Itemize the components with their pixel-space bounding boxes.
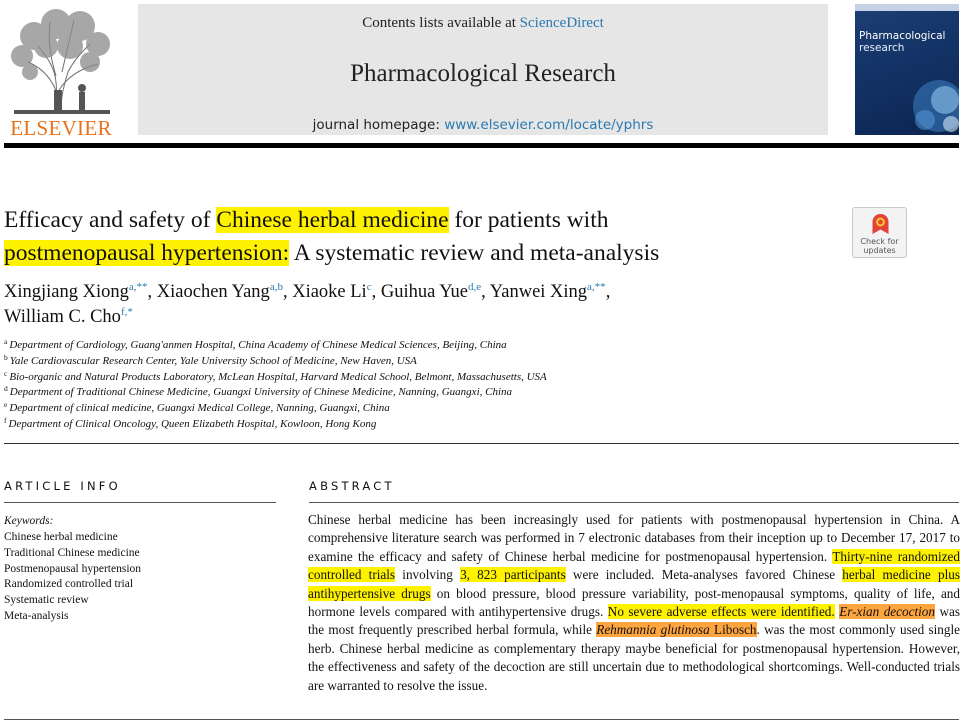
keyword-item: Meta-analysis — [4, 609, 69, 622]
affiliation-key: b — [4, 352, 8, 362]
author-list — [4, 280, 904, 330]
author-name[interactable]: Xingjiang Xiong — [4, 282, 129, 302]
herb-author: Libosch — [709, 622, 757, 638]
affiliation-item — [4, 354, 904, 370]
title-part2: for patients with — [448, 207, 609, 233]
check-for-updates-button[interactable] — [852, 207, 907, 258]
contents-prefix: Contents lists available at — [362, 15, 520, 31]
title-highlight2: postmenopausal hypertension: — [4, 240, 290, 266]
affiliation-text: Department of Traditional Chinese Medicine, Guangxi University of Chinese Medicine, Nanning, Guangxi, China — [9, 386, 513, 399]
keywords-list — [4, 530, 141, 625]
journal-title: Pharmacological Research — [350, 60, 616, 87]
sciencedirect-link[interactable]: ScienceDirect — [519, 15, 604, 31]
abstract-segment: were included. Meta-analyses favored Chinese — [565, 567, 843, 583]
abstract-segment: involving — [395, 567, 461, 583]
cover-title — [859, 31, 945, 54]
title-highlight1: Chinese herbal medicine — [216, 207, 449, 233]
publisher-wordmark: ELSEVIER — [10, 116, 112, 140]
journal-masthead — [138, 4, 828, 135]
author-affiliation-mark[interactable]: f,* — [120, 306, 133, 318]
affiliation-text: Department of clinical medicine, Guangxi Medical College, Nanning, Guangxi, China — [9, 402, 390, 415]
bottom-divider — [4, 719, 959, 720]
keyword-item: Randomized controlled trial — [4, 578, 134, 591]
affiliation-text: Yale Cardiovascular Research Center, Yale University School of Medicine, New Haven, USA — [9, 354, 417, 367]
homepage-prefix: journal homepage: — [312, 117, 445, 133]
cover-title-line2: research — [859, 41, 905, 54]
contents-line — [138, 15, 828, 32]
article-info-rule — [4, 502, 276, 503]
affiliation-item — [4, 401, 904, 417]
abstract-segment: on blood pressure, blood pressure variability, post-menopausal symptoms, quality of life, and hormone levels compared with antihypertensive drugs. — [308, 585, 960, 620]
author-name[interactable]: Xiaoke Li — [292, 282, 367, 302]
abstract-segment: . was the most commonly used single herb. Chinese herbal medicine as complementary therapy maybe beneficial for postmenopausal hypertension. However, the effectiveness and safety of the decoction are still uncertain due to methodological shortcomings. Well-conducted trials are warranted to resolve the issue. — [308, 622, 960, 693]
affiliation-text: Department of Cardiology, Guang'anmen Hospital, China Academy of Chinese Medical Sciences, Beijing, China — [9, 339, 507, 351]
cover-title-line1: Pharmacological — [859, 30, 946, 42]
abstract-text — [308, 511, 960, 695]
author-separator: , — [605, 282, 611, 302]
affiliation-key: a — [4, 337, 8, 346]
herb-name-italic: Rehmannia glutinosa — [596, 622, 710, 638]
bookmark-ribbon-icon — [871, 213, 890, 235]
author-separator: , — [481, 282, 490, 302]
affiliation-key: c — [4, 368, 8, 378]
abstract-heading: ABSTRACT — [309, 479, 395, 493]
check-updates-line2: updates — [863, 246, 896, 255]
section-divider — [4, 443, 959, 444]
check-for-updates-label — [853, 237, 906, 255]
abstract-highlight: Thirty-nine randomized controlled trials — [308, 548, 960, 583]
keyword-item: Chinese herbal medicine — [4, 531, 118, 543]
title-part1: Efficacy and safety of — [4, 207, 217, 233]
author-affiliation-mark[interactable]: a,** — [587, 281, 606, 293]
header-divider — [4, 143, 959, 148]
keyword-item: Postmenopausal hypertension — [4, 562, 142, 575]
article-info-heading: ARTICLE INFO — [4, 479, 121, 493]
abstract-highlight-orange — [596, 622, 756, 637]
abstract-highlight: No severe adverse effects were identified. — [607, 604, 835, 620]
affiliation-text: Department of Clinical Oncology, Queen Elizabeth Hospital, Kowloon, Hong Kong — [8, 417, 377, 430]
author-name[interactable]: Guihua Yue — [380, 282, 469, 302]
author-name[interactable]: Xiaochen Yang — [156, 282, 270, 302]
keyword-item: Traditional Chinese medicine — [4, 546, 140, 559]
affiliation-text: Bio-organic and Natural Products Laboratory, McLean Hospital, Harvard Medical School, Belmont, Massachusetts, USA — [9, 370, 547, 383]
keyword-item: Systematic review — [4, 594, 89, 607]
abstract-segment: was the most frequently prescribed herbal formula, while — [308, 604, 960, 638]
keywords-label: Keywords: — [4, 515, 54, 527]
affiliation-item — [4, 385, 904, 401]
journal-cover[interactable] — [855, 4, 959, 135]
author-affiliation-mark[interactable]: d,e — [468, 281, 482, 293]
title-part3: A systematic review and meta-analysis — [289, 240, 660, 266]
article-title — [4, 204, 824, 270]
affiliation-key: f — [4, 415, 7, 425]
abstract-highlight: 3, 823 participants — [460, 567, 566, 583]
check-updates-line1: Check for — [860, 237, 899, 246]
affiliation-key: e — [4, 400, 8, 410]
abstract-highlight: herbal medicine plus antihypertensive drugs — [308, 567, 960, 601]
affiliation-item — [4, 338, 904, 354]
author-affiliation-mark[interactable]: a,b — [269, 281, 283, 293]
affiliation-item — [4, 370, 904, 386]
homepage-line — [138, 117, 828, 133]
abstract-highlight-orange: Er-xian decoction — [839, 604, 935, 620]
author-affiliation-mark[interactable]: c — [366, 281, 372, 293]
journal-homepage-link[interactable]: www.elsevier.com/locate/yphrs — [444, 117, 654, 133]
affiliation-list — [4, 338, 904, 433]
affiliation-item — [4, 417, 904, 433]
abstract-segment: Chinese herbal medicine has been increasingly used for patients with postmenopausal hypertension in China. A comprehensive literature search was performed in 7 electronic databases from their inception up to December 17, 2017 to examine the efficacy and safety of Chinese herbal medicine for postmenopausal hypertension. — [308, 512, 960, 564]
author-separator: , — [147, 282, 157, 302]
author-affiliation-mark[interactable]: a,** — [128, 281, 148, 293]
author-separator: , — [371, 282, 381, 302]
author-separator: , — [282, 282, 293, 302]
author-name[interactable]: Yanwei Xing — [489, 282, 588, 302]
affiliation-key: d — [4, 384, 8, 394]
author-name[interactable]: William C. Cho — [4, 307, 121, 327]
abstract-rule — [309, 502, 959, 503]
